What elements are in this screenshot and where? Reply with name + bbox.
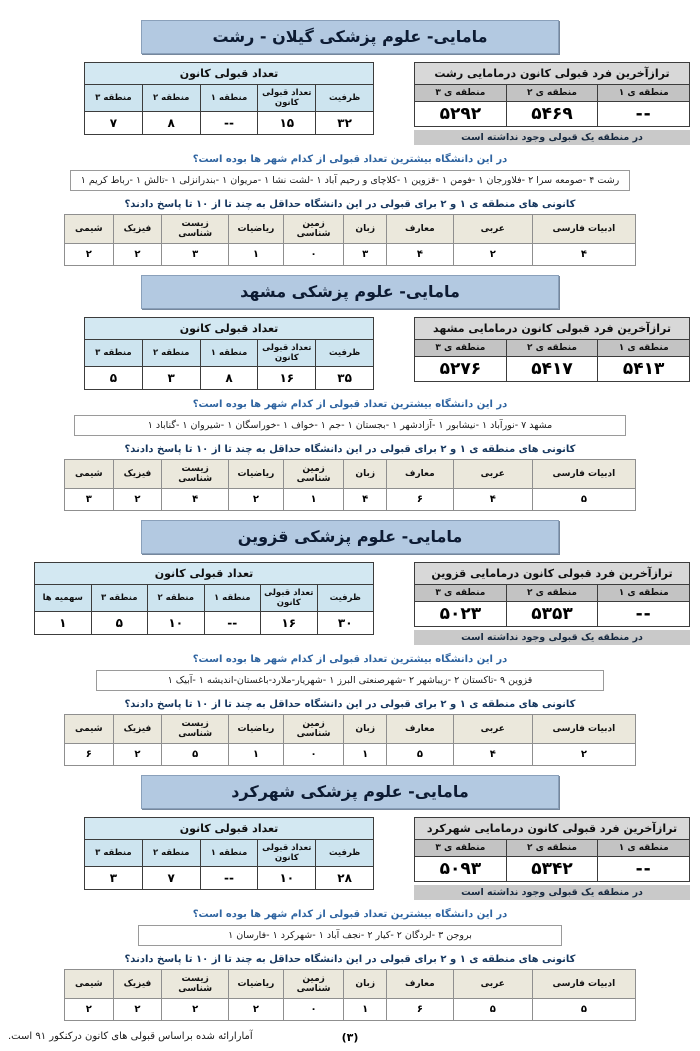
riazi-value: ۱: [229, 244, 284, 266]
shimi-value: ۶: [65, 744, 114, 766]
traz-region1-value: --: [598, 602, 690, 627]
traz-region3-value: ۵۲۷۶: [415, 357, 507, 382]
kanoon-count-value: ۱۶: [261, 612, 318, 635]
traz-region1-value: ۵۴۱۳: [598, 357, 690, 382]
region3-count-value: ۵: [85, 367, 143, 390]
cities-question: در این دانشگاه بیشترین تعداد قبولی از کدام شهر ها بوده است؟: [192, 399, 508, 410]
qabuli-col-region1: منطقه ۱: [200, 85, 258, 112]
subjects-table: [64, 969, 636, 1021]
fizik-value: ۲: [113, 999, 162, 1021]
zamin-value: ۰: [283, 744, 344, 766]
subject-col-zaban: زبان: [344, 460, 387, 489]
adabiat-value: ۵: [532, 999, 635, 1021]
subject-col-riazi: ریاضیات: [229, 460, 284, 489]
region3-count-value: ۵: [91, 612, 148, 635]
region2-count-value: ۸: [142, 112, 200, 135]
section-gilan-rasht: [0, 20, 700, 266]
region1-count-value: --: [200, 867, 258, 890]
subject-col-shimi: شیمی: [65, 460, 114, 489]
region2-count-value: ۱۰: [148, 612, 205, 635]
tables-row: [0, 817, 700, 900]
qabuli-col-region1: منطقه ۱: [200, 840, 258, 867]
cities-list: بروجن ۳ -لردگان ۲ -کیار ۲ -نجف آباد ۱ -شهرکرد ۱ -فارسان ۱: [138, 925, 562, 946]
traz-column: [414, 62, 690, 145]
traz-table-title: ترازآخرین فرد قبولی کانون درمامایی مشهد: [415, 318, 690, 340]
subject-col-arabi: عربی: [453, 460, 532, 489]
traz-region3-value: ۵۲۹۲: [415, 102, 507, 127]
traz-region1-value: --: [598, 857, 690, 882]
traz-col-region2: منطقه ی ۲: [506, 85, 598, 102]
qabuli-col-capacity: ظرفیت: [316, 85, 374, 112]
section-title: مامایی- علوم پزشکی مشهد: [141, 275, 559, 309]
subject-col-fizik: فیزیک: [113, 460, 162, 489]
arabi-value: ۵: [453, 999, 532, 1021]
region1-count-value: --: [200, 112, 258, 135]
qabuli-col-region2: منطقه ۲: [148, 585, 205, 612]
section-title: مامایی- علوم پزشکی قزوین: [141, 520, 559, 554]
zamin-value: ۰: [283, 244, 344, 266]
subject-col-shimi: شیمی: [65, 970, 114, 999]
tables-row: [0, 562, 700, 645]
qabuli-column: [84, 817, 374, 890]
subject-col-zamin: زمین شناسی: [283, 970, 344, 999]
region2-count-value: ۳: [142, 367, 200, 390]
qabuli-table-title: تعداد قبولی کانون: [85, 63, 374, 85]
subject-col-zamin: زمین شناسی: [283, 715, 344, 744]
quota-count-value: ۱: [35, 612, 92, 635]
subject-col-adabiat: ادبیات فارسی: [532, 715, 635, 744]
subject-col-zist: زیست شناسی: [162, 970, 229, 999]
qabuli-column: [84, 317, 374, 390]
arabi-value: ۲: [453, 244, 532, 266]
subject-col-riazi: ریاضیات: [229, 970, 284, 999]
maaref-value: ۶: [386, 489, 453, 511]
subject-col-fizik: فیزیک: [113, 970, 162, 999]
subject-col-zaban: زبان: [344, 715, 387, 744]
cities-list: مشهد ۷ -نورآباد ۱ -نیشابور ۱ -آزادشهر ۱ -بجستان ۱ -جم ۱ -خواف ۱ -خوراسگان ۱ -شیروان ۱ -گناباد ۱: [74, 415, 626, 436]
cities-question: در این دانشگاه بیشترین تعداد قبولی از کدام شهر ها بوده است؟: [192, 654, 508, 665]
tables-row: [0, 62, 700, 145]
qabuli-table-title: تعداد قبولی کانون: [35, 563, 374, 585]
subject-col-zaban: زبان: [344, 970, 387, 999]
region1-count-value: ۸: [200, 367, 258, 390]
subject-col-maaref: معارف: [386, 215, 453, 244]
traz-col-region2: منطقه ی ۲: [506, 840, 598, 857]
subject-col-zist: زیست شناسی: [162, 215, 229, 244]
traz-region2-value: ۵۳۴۲: [506, 857, 598, 882]
qabuli-col-kanoon: تعداد قبولی کانون: [261, 585, 318, 612]
subject-col-fizik: فیزیک: [113, 215, 162, 244]
zist-value: ۲: [162, 999, 229, 1021]
qabuli-col-kanoon: تعداد قبولی کانون: [258, 85, 316, 112]
qabuli-col-region3: منطقه ۳: [85, 85, 143, 112]
traz-col-region3: منطقه ی ۳: [415, 840, 507, 857]
subject-col-zamin: زمین شناسی: [283, 215, 344, 244]
riazi-value: ۲: [229, 999, 284, 1021]
zamin-value: ۱: [283, 489, 344, 511]
riazi-value: ۲: [229, 489, 284, 511]
traz-region1-value: --: [598, 102, 690, 127]
subject-col-zist: زیست شناسی: [162, 715, 229, 744]
page-footer: [0, 1031, 700, 1051]
traz-region3-value: ۵۰۲۳: [415, 602, 507, 627]
qabuli-table-title: تعداد قبولی کانون: [85, 318, 374, 340]
traz-table-title: ترازآخرین فرد قبولی کانون درمامایی شهرکرد: [415, 818, 690, 840]
qabuli-col-region2: منطقه ۲: [142, 840, 200, 867]
traz-region2-value: ۵۳۵۳: [506, 602, 598, 627]
traz-region2-value: ۵۴۱۷: [506, 357, 598, 382]
traz-col-region3: منطقه ی ۳: [415, 585, 507, 602]
shimi-value: ۲: [65, 999, 114, 1021]
region3-count-value: ۳: [85, 867, 143, 890]
subject-col-adabiat: ادبیات فارسی: [532, 970, 635, 999]
qabuli-col-quota: سهمیه ها: [35, 585, 92, 612]
kanoon-count-value: ۱۰: [258, 867, 316, 890]
traz-col-region1: منطقه ی ۱: [598, 585, 690, 602]
adabiat-value: ۴: [532, 244, 635, 266]
traz-table: [414, 562, 690, 627]
shimi-value: ۳: [65, 489, 114, 511]
subject-col-maaref: معارف: [386, 715, 453, 744]
subject-col-arabi: عربی: [453, 970, 532, 999]
qabuli-col-region3: منطقه ۳: [85, 840, 143, 867]
section-shahrekord: [0, 775, 700, 1021]
qabuli-col-region1: منطقه ۱: [200, 340, 258, 367]
qabuli-col-region3: منطقه ۳: [91, 585, 148, 612]
qabuli-col-capacity: ظرفیت: [316, 340, 374, 367]
subject-col-arabi: عربی: [453, 715, 532, 744]
subjects-question: کانونی های منطقه ی ۱ و ۲ برای قبولی در این دانشگاه حداقل به چند تا از ۱۰ تا پاسخ دادند؟: [124, 444, 576, 455]
qabuli-col-region3: منطقه ۳: [85, 340, 143, 367]
footer-note: آمارارائه شده براساس قبولی های کانون درکنکور ۹۱ است.: [8, 1031, 253, 1042]
qabuli-column: [84, 62, 374, 135]
section-qazvin: [0, 520, 700, 766]
subjects-question: کانونی های منطقه ی ۱ و ۲ برای قبولی در این دانشگاه حداقل به چند تا از ۱۰ تا پاسخ دادند؟: [124, 199, 576, 210]
region1-count-value: --: [204, 612, 261, 635]
subject-col-shimi: شیمی: [65, 715, 114, 744]
traz-table: [414, 317, 690, 382]
qabuli-col-region1: منطقه ۱: [204, 585, 261, 612]
subject-col-adabiat: ادبیات فارسی: [532, 460, 635, 489]
arabi-value: ۴: [453, 744, 532, 766]
adabiat-value: ۲: [532, 744, 635, 766]
tables-row: [0, 317, 700, 390]
kanoon-count-value: ۱۶: [258, 367, 316, 390]
subject-col-adabiat: ادبیات فارسی: [532, 215, 635, 244]
zist-value: ۴: [162, 489, 229, 511]
fizik-value: ۲: [113, 744, 162, 766]
no-region1-note: در منطقه یک قبولی وجود نداشته است: [414, 630, 690, 645]
qabuli-table: [84, 62, 374, 135]
subject-col-fizik: فیزیک: [113, 715, 162, 744]
riazi-value: ۱: [229, 744, 284, 766]
capacity-value: ۲۸: [316, 867, 374, 890]
traz-col-region3: منطقه ی ۳: [415, 340, 507, 357]
subjects-question: کانونی های منطقه ی ۱ و ۲ برای قبولی در این دانشگاه حداقل به چند تا از ۱۰ تا پاسخ دادند؟: [124, 954, 576, 965]
qabuli-table: [84, 817, 374, 890]
section-mashhad: [0, 275, 700, 511]
section-title: مامایی- علوم پزشکی شهرکرد: [141, 775, 559, 809]
subject-col-arabi: عربی: [453, 215, 532, 244]
subject-col-riazi: ریاضیات: [229, 215, 284, 244]
zist-value: ۳: [162, 244, 229, 266]
adabiat-value: ۵: [532, 489, 635, 511]
qabuli-col-capacity: ظرفیت: [317, 585, 374, 612]
zamin-value: ۰: [283, 999, 344, 1021]
traz-col-region3: منطقه ی ۳: [415, 85, 507, 102]
maaref-value: ۶: [386, 999, 453, 1021]
qabuli-col-capacity: ظرفیت: [316, 840, 374, 867]
cities-question: در این دانشگاه بیشترین تعداد قبولی از کدام شهر ها بوده است؟: [192, 909, 508, 920]
traz-col-region2: منطقه ی ۲: [506, 585, 598, 602]
subject-col-zist: زیست شناسی: [162, 460, 229, 489]
traz-table-title: ترازآخرین فرد قبولی کانون درمامایی قزوین: [415, 563, 690, 585]
qabuli-col-kanoon: تعداد قبولی کانون: [258, 340, 316, 367]
traz-col-region1: منطقه ی ۱: [598, 85, 690, 102]
capacity-value: ۳۰: [317, 612, 374, 635]
traz-column: [414, 317, 690, 382]
traz-region3-value: ۵۰۹۳: [415, 857, 507, 882]
zaban-value: ۳: [344, 244, 387, 266]
qabuli-col-kanoon: تعداد قبولی کانون: [258, 840, 316, 867]
page-number: (۳): [341, 1031, 359, 1044]
zaban-value: ۴: [344, 489, 387, 511]
subjects-table: [64, 459, 636, 511]
zaban-value: ۱: [344, 999, 387, 1021]
fizik-value: ۲: [113, 489, 162, 511]
zist-value: ۵: [162, 744, 229, 766]
subject-col-zamin: زمین شناسی: [283, 460, 344, 489]
subject-col-maaref: معارف: [386, 970, 453, 999]
no-region1-note: در منطقه یک قبولی وجود نداشته است: [414, 885, 690, 900]
traz-col-region2: منطقه ی ۲: [506, 340, 598, 357]
subjects-table: [64, 214, 636, 266]
traz-table: [414, 62, 690, 127]
region3-count-value: ۷: [85, 112, 143, 135]
qabuli-table-title: تعداد قبولی کانون: [85, 818, 374, 840]
cities-list: قزوین ۹ -تاکستان ۲ -زیباشهر ۲ -شهرصنعتی البرز ۱ -شهریار-ملارد-باغستان-اندیشه ۱ -آبیک ۱: [96, 670, 604, 691]
arabi-value: ۴: [453, 489, 532, 511]
traz-column: [414, 817, 690, 900]
maaref-value: ۵: [386, 744, 453, 766]
cities-list: رشت ۴ -صومعه سرا ۲ -فلاورجان ۱ -فومن ۱ -قزوین ۱ -کلاچای و رحیم آباد ۱ -لشت نشا ۱ -مریوان ۱ -بندرانزلی ۱ -تالش ۱ -رباط کریم ۱: [70, 170, 630, 191]
traz-table-title: ترازآخرین فرد قبولی کانون درمامایی رشت: [415, 63, 690, 85]
traz-table: [414, 817, 690, 882]
subjects-question: کانونی های منطقه ی ۱ و ۲ برای قبولی در این دانشگاه حداقل به چند تا از ۱۰ تا پاسخ دادند؟: [124, 699, 576, 710]
region2-count-value: ۷: [142, 867, 200, 890]
zaban-value: ۱: [344, 744, 387, 766]
maaref-value: ۴: [386, 244, 453, 266]
no-region1-note: در منطقه یک قبولی وجود نداشته است: [414, 130, 690, 145]
kanoon-count-value: ۱۵: [258, 112, 316, 135]
traz-col-region1: منطقه ی ۱: [598, 340, 690, 357]
qabuli-column: [34, 562, 374, 635]
traz-region2-value: ۵۴۶۹: [506, 102, 598, 127]
subject-col-maaref: معارف: [386, 460, 453, 489]
qabuli-col-region2: منطقه ۲: [142, 340, 200, 367]
cities-question: در این دانشگاه بیشترین تعداد قبولی از کدام شهر ها بوده است؟: [192, 154, 508, 165]
section-title: مامایی- علوم پزشکی گیلان - رشت: [141, 20, 559, 54]
fizik-value: ۲: [113, 244, 162, 266]
subject-col-shimi: شیمی: [65, 215, 114, 244]
qabuli-col-region2: منطقه ۲: [142, 85, 200, 112]
traz-col-region1: منطقه ی ۱: [598, 840, 690, 857]
qabuli-table: [84, 317, 374, 390]
subject-col-zaban: زبان: [344, 215, 387, 244]
traz-column: [414, 562, 690, 645]
capacity-value: ۳۵: [316, 367, 374, 390]
capacity-value: ۳۲: [316, 112, 374, 135]
subject-col-riazi: ریاضیات: [229, 715, 284, 744]
shimi-value: ۲: [65, 244, 114, 266]
subjects-table: [64, 714, 636, 766]
qabuli-table: [34, 562, 374, 635]
